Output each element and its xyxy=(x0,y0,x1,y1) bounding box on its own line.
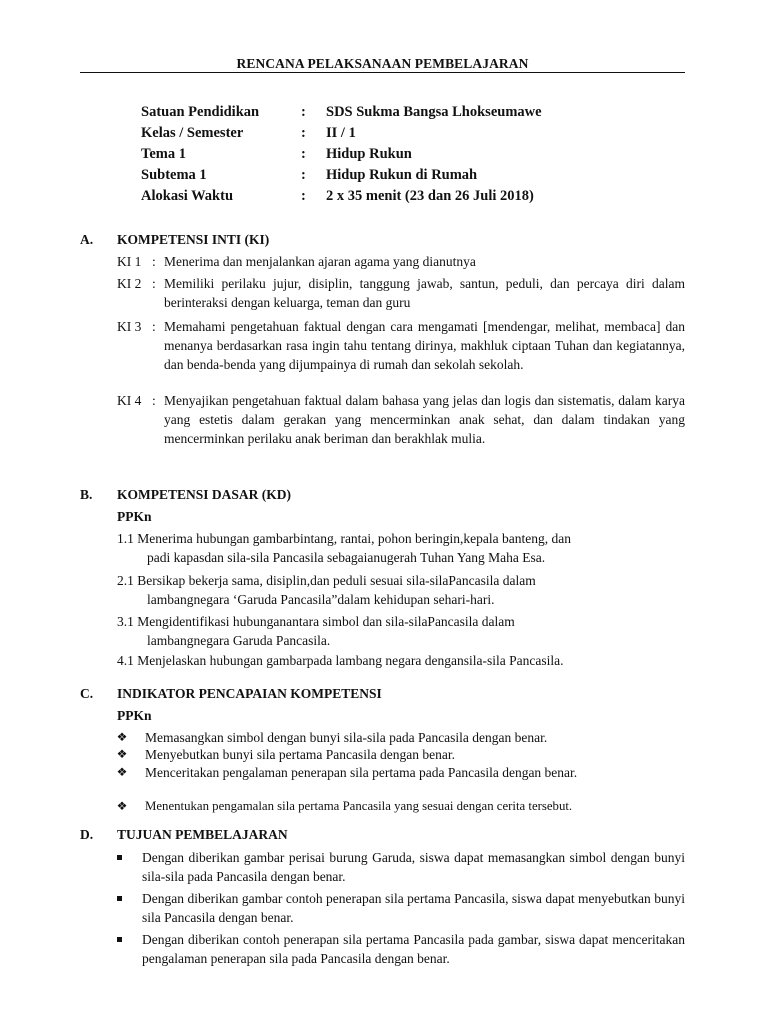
objective-text: Dengan diberikan gambar perisai burung Garuda, siswa dapat memasangkan simbol dengan bunyi sila-sila pada Pancasila dengan benar. xyxy=(142,850,685,884)
kd-item xyxy=(117,529,685,567)
kd-item xyxy=(117,571,685,609)
indicator-text: Menyebutkan bunyi sila pertama Pancasila dengan benar. xyxy=(145,747,456,762)
identity-value: II / 1 xyxy=(326,125,356,141)
ki-code: KI 1 xyxy=(117,254,142,269)
kd-text-line1: 1.1 Menerima hubungan gambarbintang, rantai, pohon beringin,kepala banteng, dan xyxy=(117,531,571,546)
subject-label: PPKn xyxy=(117,708,152,723)
section-letter: C. xyxy=(80,686,94,701)
kd-text-line2: lambangnegara Garuda Pancasila. xyxy=(147,633,331,648)
identity-value: 2 x 35 menit (23 dan 26 Juli 2018) xyxy=(326,188,534,204)
square-bullet-icon xyxy=(117,855,122,860)
ki-code: KI 4 xyxy=(117,393,142,408)
identity-value: SDS Sukma Bangsa Lhokseumawe xyxy=(326,104,542,120)
ki-code: KI 2 xyxy=(117,276,142,291)
indicator-text: Memasangkan simbol dengan bunyi sila-sila pada Pancasila dengan benar. xyxy=(145,730,548,745)
square-bullet-icon xyxy=(117,937,122,942)
diamond-bullet-icon: ❖ xyxy=(116,747,128,761)
section-letter: A. xyxy=(80,232,94,247)
ki-text: Menyajikan pengetahuan faktual dalam bahasa yang jelas dan logis dan sistematis, dalam karya yang estetis dalam gerakan yang mencerminkan anak sehat, dan dalam tindakan yang mencerminkan perilaku anak beriman dan berakhlak mulia. xyxy=(164,393,685,446)
indicator-item xyxy=(116,763,685,782)
ki-colon: : xyxy=(152,254,156,269)
identity-label: Tema 1 xyxy=(141,146,186,162)
section-letter: B. xyxy=(80,487,93,502)
section-title: KOMPETENSI DASAR (KD) xyxy=(117,487,292,502)
identity-label: Kelas / Semester xyxy=(141,125,244,141)
diamond-bullet-icon: ❖ xyxy=(116,765,128,779)
kd-text-line1: 2.1 Bersikap bekerja sama, disiplin,dan peduli sesuai sila-silaPancasila dalam xyxy=(117,573,536,588)
kd-text-line1: 4.1 Menjelaskan hubungan gambarpada lambang negara dengansila-sila Pancasila. xyxy=(117,653,564,668)
ki-text: Memahami pengetahuan faktual dengan cara mengamati [mendengar, melihat, membaca] dan menanya berdasarkan rasa ingin tahu tentang dirinya, makhluk ciptaan Tuhan dan kegiatannya, dan benda-benda yang dijumpainya di rumah dan sekolah sekolah. xyxy=(164,319,685,372)
identity-colon: : xyxy=(301,167,306,183)
identity-value: Hidup Rukun di Rumah xyxy=(326,167,478,183)
title-underline xyxy=(80,72,685,73)
identity-label: Satuan Pendidikan xyxy=(141,104,260,120)
diamond-bullet-icon: ❖ xyxy=(116,799,128,813)
kd-text-line2: padi kapasdan sila-sila Pancasila sebagaianugerah Tuhan Yang Maha Esa. xyxy=(147,550,546,565)
kd-item xyxy=(117,651,685,670)
identity-colon: : xyxy=(301,188,306,204)
indicator-item xyxy=(116,797,685,816)
ki-colon: : xyxy=(152,393,156,408)
objective-text: Dengan diberikan contoh penerapan sila pertama Pancasila pada gambar, siswa dapat menceritakan pengalaman penerapan sila pada Pancasila dengan benar. xyxy=(142,932,685,966)
kd-item xyxy=(117,612,685,650)
section-title: INDIKATOR PENCAPAIAN KOMPETENSI xyxy=(117,686,382,701)
identity-label: Alokasi Waktu xyxy=(141,188,234,204)
identity-value: Hidup Rukun xyxy=(326,146,412,162)
objective-text: Dengan diberikan gambar contoh penerapan sila pertama Pancasila, siswa dapat menyebutkan bunyi sila Pancasila dengan benar. xyxy=(142,891,685,925)
ki-text: Menerima dan menjalankan ajaran agama yang dianutnya xyxy=(164,254,476,269)
diamond-bullet-icon: ❖ xyxy=(116,730,128,744)
section-letter: D. xyxy=(80,827,94,842)
indicator-text: Menceritakan pengalaman penerapan sila pertama pada Pancasila dengan benar. xyxy=(145,765,578,780)
square-bullet-icon xyxy=(117,896,122,901)
identity-colon: : xyxy=(301,104,306,120)
kd-text-line2: lambangnegara ‘Garuda Pancasila”dalam kehidupan sehari-hari. xyxy=(147,592,495,607)
section-title: KOMPETENSI INTI (KI) xyxy=(117,232,270,247)
subject-label: PPKn xyxy=(117,509,152,524)
identity-colon: : xyxy=(301,125,306,141)
section-title: TUJUAN PEMBELAJARAN xyxy=(117,827,288,842)
ki-code: KI 3 xyxy=(117,319,142,334)
ki-colon: : xyxy=(152,319,156,334)
ki-text: Memiliki perilaku jujur, disiplin, tanggung jawab, santun, peduli, dan percaya diri dalam berinteraksi dengan keluarga, teman dan guru xyxy=(164,276,685,310)
page-title: RENCANA PELAKSANAAN PEMBELAJARAN xyxy=(236,56,529,71)
identity-colon: : xyxy=(301,146,306,162)
identity-label: Subtema 1 xyxy=(141,167,207,183)
indicator-text: Menentukan pengamalan sila pertama Pancasila yang sesuai dengan cerita tersebut. xyxy=(145,799,573,813)
kd-text-line1: 3.1 Mengidentifikasi hubunganantara simbol dan sila-silaPancasila dalam xyxy=(117,614,515,629)
indicator-item xyxy=(116,745,685,764)
ki-colon: : xyxy=(152,276,156,291)
